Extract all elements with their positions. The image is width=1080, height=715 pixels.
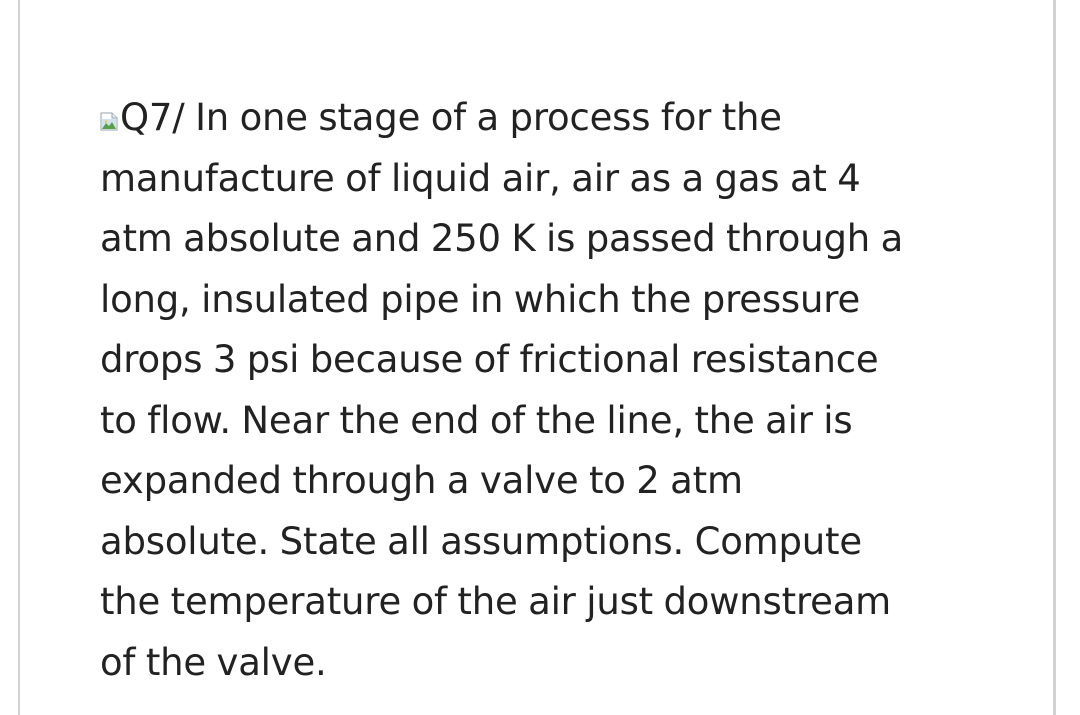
broken-image-icon — [100, 111, 118, 131]
question-text — [100, 88, 1000, 693]
question-line-5: drops 3 psi because of frictional resistance — [100, 338, 879, 381]
question-line-8: absolute. State all assumptions. Compute — [100, 519, 862, 563]
question-line-6: to flow. Near the end of the line, the air is — [100, 398, 853, 442]
question-line-2: manufacture of liquid air, air as a gas at 4 — [100, 156, 861, 200]
question-line-1 — [100, 88, 1000, 149]
question-line-7: expanded through a valve to 2 atm — [100, 459, 743, 502]
right-border — [1053, 0, 1056, 715]
question-line-1-text: Q7/ In one stage of a process for the — [120, 96, 782, 139]
question-line-4: long, insulated pipe in which the pressure — [100, 277, 861, 321]
question-line-3: atm absolute and 250 K is passed through a — [100, 217, 904, 260]
question-line-10: of the valve. — [100, 640, 327, 684]
left-border — [18, 0, 20, 715]
question-line-9: the temperature of the air just downstream — [100, 580, 892, 623]
